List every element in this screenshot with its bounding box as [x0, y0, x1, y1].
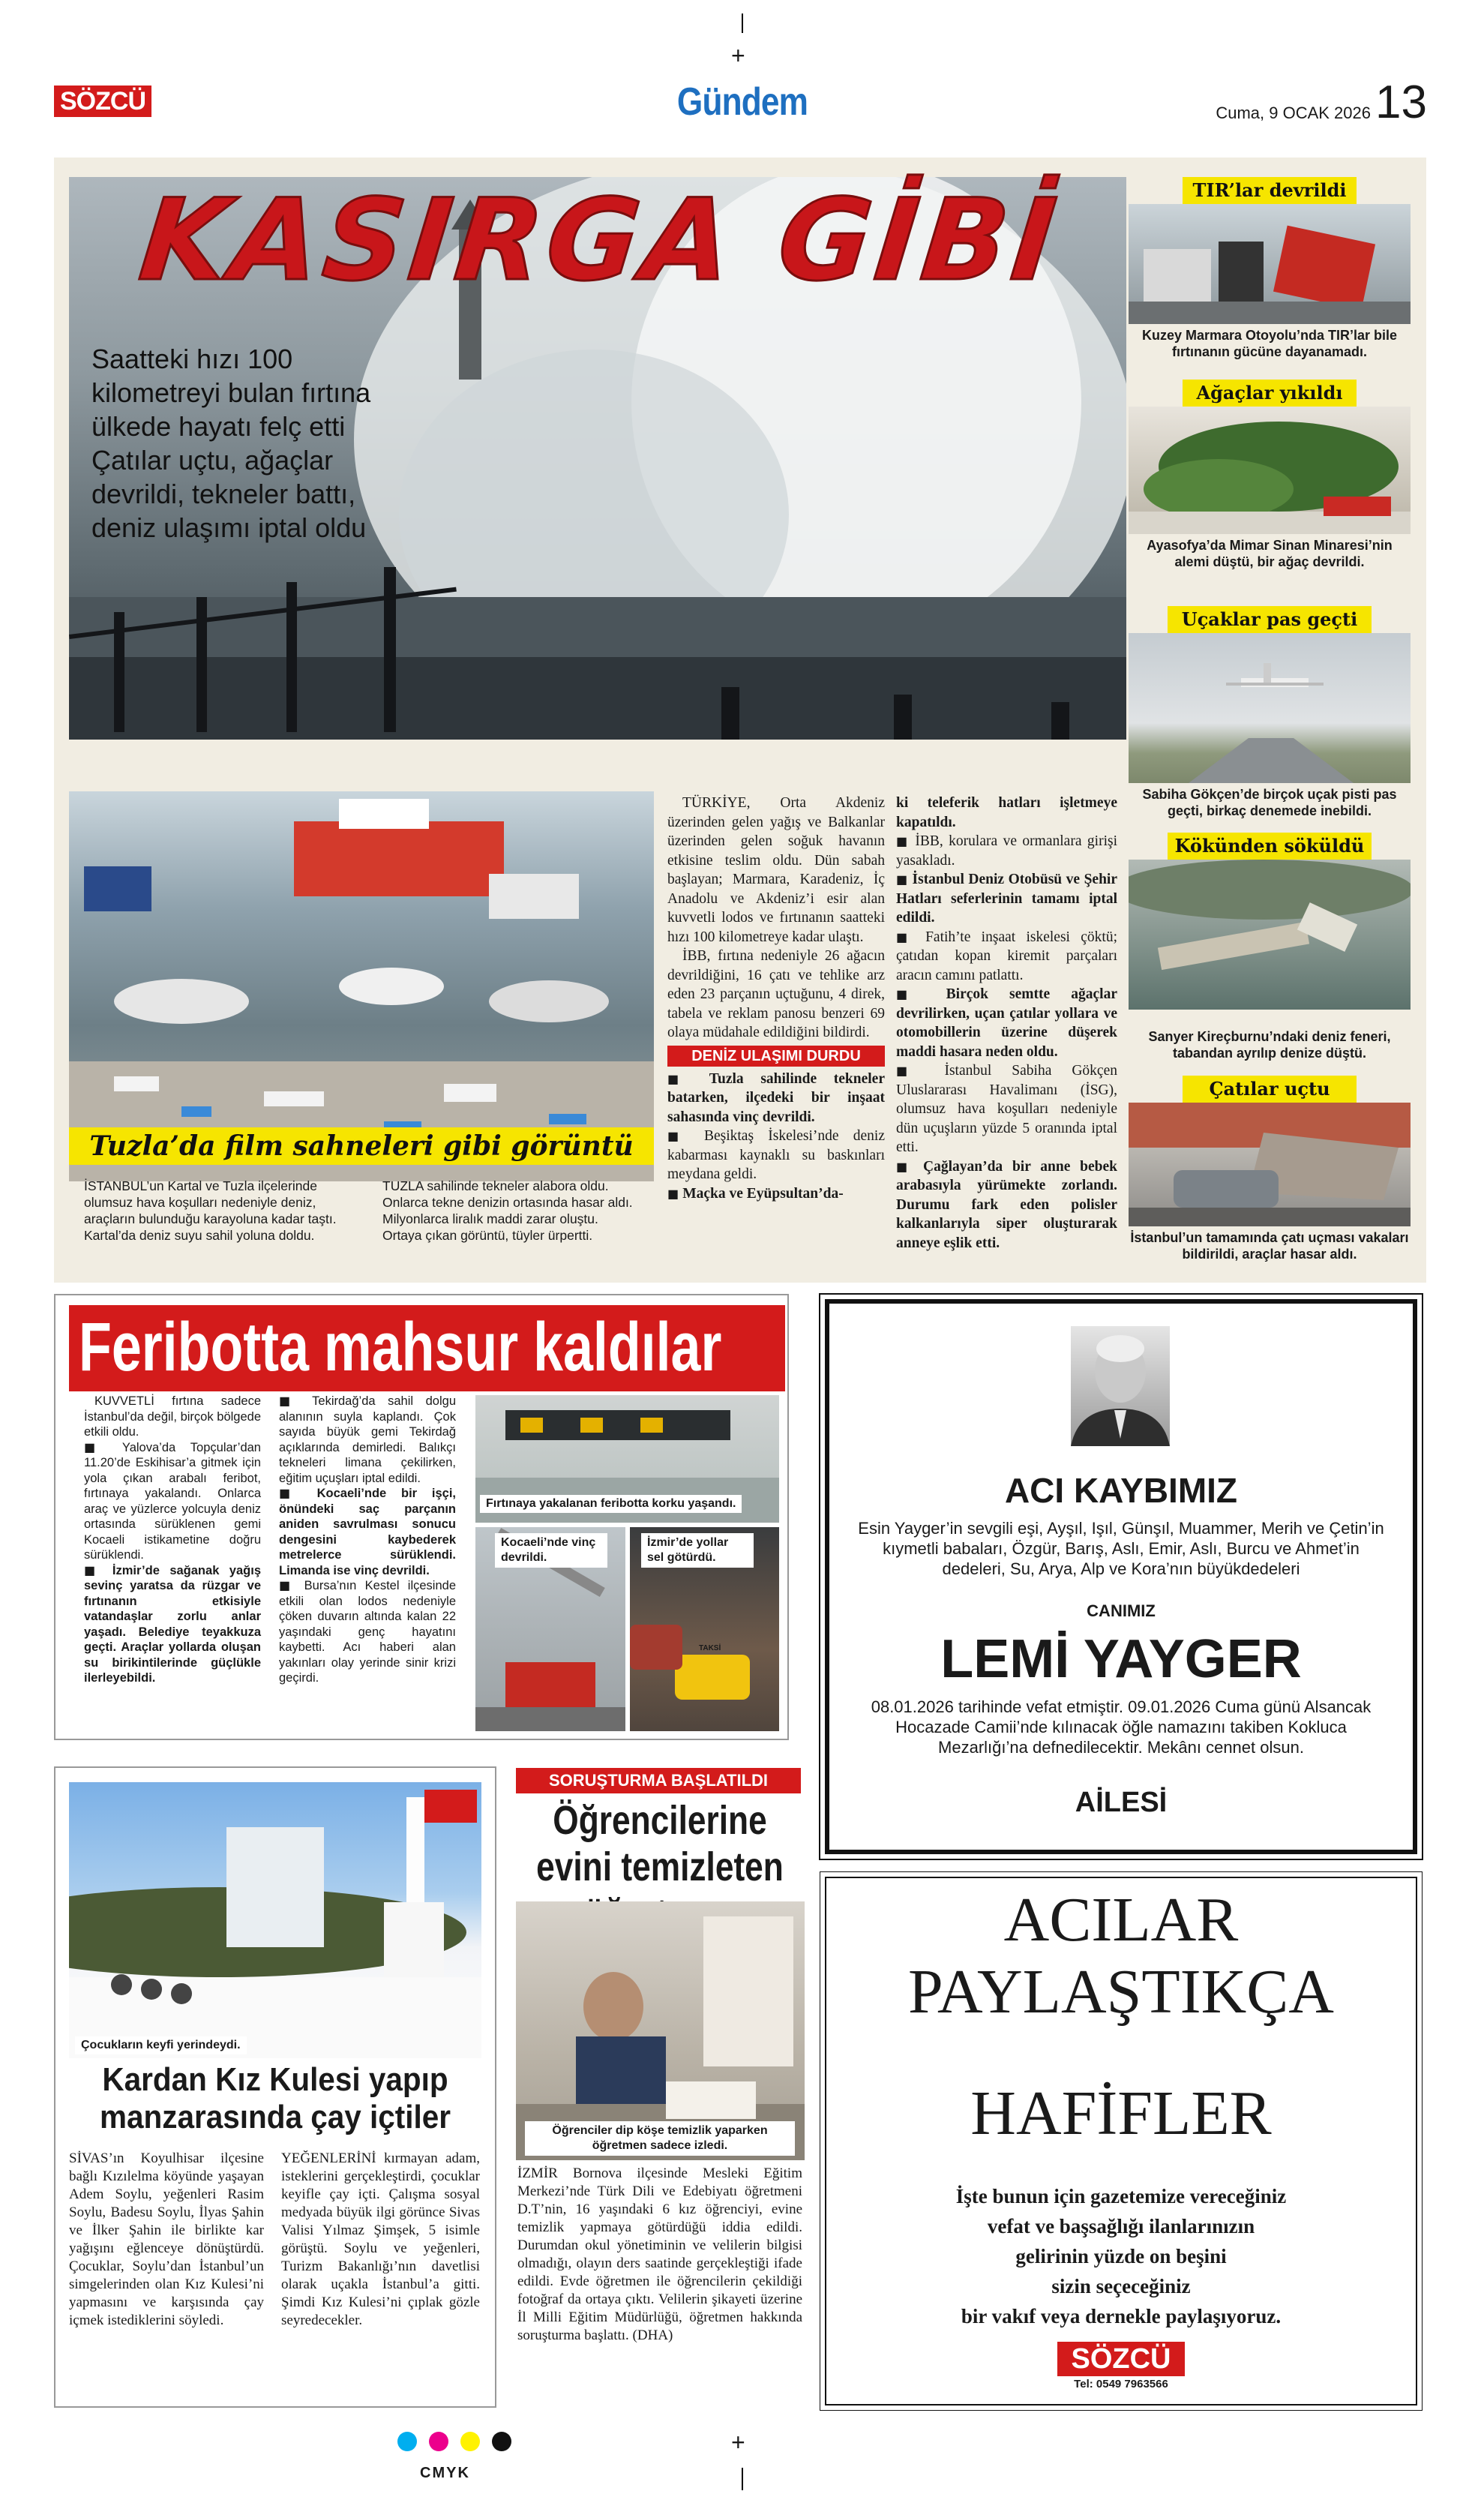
snow-tower-photo: [69, 1782, 481, 2058]
deniz-subhead: DENİZ ULAŞIMI DURDU: [667, 1046, 885, 1067]
sidebar-label-tirs: TIR’lar devrildi: [1183, 177, 1357, 204]
yellow-dot: [460, 2432, 480, 2451]
ad-line2: PAYLAŞTIKÇA: [908, 1957, 1334, 2027]
sidebar-caption-tirs: Kuzey Marmara Otoyolu’nda TIR’lar bile fırtınanın gücüne dayanamadı.: [1141, 328, 1398, 359]
ad-phone: Tel: 0549 7963566: [1074, 2378, 1168, 2390]
kizkulesi-headline: Kardan Kız Kulesi yapıp manzarasında çay içtiler: [99, 2061, 451, 2135]
ferry-para: ■ İzmir’de sağanak yağış sevinç yaratsa da rüzgar ve fırtınanın etkisiyle vatandaşlar zorlu anlar yaşadı. Belediye teyakkuza geçti. Araçlar yollarda oluşan su birikintilerinde güçlükle ilerleyebildi.: [84, 1562, 261, 1685]
main-body-col2: [896, 794, 1117, 1253]
obituary-title: ACI KAYBIMIZ: [1004, 1471, 1238, 1510]
taxi-sign: TAKSİ: [699, 1644, 721, 1652]
teacher-body: İZMİR Bornova ilçesinde Mesleki Eğitim Merkezi’nde Türk Dili ve Edebiyatı öğretmeni D.T’nin, 16 yaşındaki 6 kız öğrenciyi, evine temizlik yapmaya götürdüğü iddia edildi. Durumdan okul yönetiminin ve velilerin bilgisi olmadığı, olayın ders saatinde gerçekleştiği ifade edildi. Evde öğretmen ile öğrencilerin çekildiği fotoğraf da ortaya çıktı. Velilerin şikayeti üzerine İl Milli Eğitim Müdürlüğü, öğretmen hakkında soruşturma başlattı. (DHA): [517, 2165, 802, 2343]
register-mark: +: [731, 42, 745, 69]
page-number: 13: [1375, 77, 1427, 128]
bullet-item: ■ İstanbul Deniz Otobüsü ve Şehir Hatları seferlerinin tamamı iptal edildi.: [896, 872, 1118, 926]
ferry-para: ■ Tekirdağ’da sahil dolgu alanının suyla kaplandı. Çok sayıda büyük gemi Tekirdağ açıklarında demirledi. Balıkçı tekneleri limana çekilirken, eğitim uçuşları iptal edildi.: [279, 1394, 456, 1485]
ad-body-line: gelirinin yüzde on beşini: [1015, 2245, 1227, 2267]
sidebar-label-trees: Ağaçlar yıkıldı: [1183, 380, 1357, 407]
deceased-name: LEMİ YAYGER: [940, 1629, 1302, 1689]
sidebar-caption-planes: Sabiha Gökçen’de birçok uçak pisti pas geçti, birkaç denemede inebildi.: [1142, 787, 1397, 818]
main-body-para1: TÜRKİYE, Orta Akdeniz üzerinden gelen yağış ve Balkanlar üzerinden gelen soğuk havanın etkisine teslim oldu. Dün sabah başlayan; Marmara, Karadeniz, İç Anadolu ve Akdeniz’i esir alan kuvvetli lodos ve fırtınanın saatteki hızı 100 kilometreye kadar ulaştı.: [667, 795, 885, 945]
bullet-item: ■ Maçka ve Eyüpsultan’da-: [667, 1185, 844, 1202]
header: [0, 75, 1484, 135]
plane-illustration: [1129, 633, 1411, 783]
teacher-photo-caption: Öğrenciler dip köşe temizlik yaparken öğretmen sadece izledi.: [525, 2121, 795, 2156]
bullet-item: ■ Çağlayan’da bir anne bebek arabasıyla yürümekte zorlandı. Durumu fark eden polisler kalkanlarıyla siper oluşturarak anneye eşlik etti.: [896, 1158, 1117, 1251]
lighthouse-illustration: [1129, 860, 1411, 1010]
obituary-canimiz: CANIMIZ: [1087, 1601, 1156, 1620]
obituary-text: Esin Yayger’in sevgili eşi, Ayşıl, Işıl, Günşıl, Muammer, Merih ve Çetin’in kıymetli babaları, Özgür, Barış, Aslı, Emir, Aslı, Burcu ve Ahmet’in dedeleri, Su, Arya, Alp ve Kora’nın büyükdedeleri: [858, 1519, 1384, 1578]
tuzla-text-col1: İSTANBUL’un Kartal ve Tuzla ilçelerinde olumsuz hava koşulları nedeniyle deniz, araçların bulunduğu karayoluna kadar taştı. Kartal’da deniz suyu sahil yoluna doldu.: [84, 1178, 337, 1243]
bullet-item: ■ Tuzla sahilinde tekneler batarken, ilçedeki bir inşaat sahasında vinç devrildi.: [667, 1070, 885, 1125]
sidebar-label-lighthouse: Kökünden söküldü: [1168, 833, 1372, 860]
ferry-col2: [279, 1394, 456, 1686]
ferry-photo-caption: Fırtınaya yakalanan feribotta korku yaşandı.: [480, 1495, 742, 1513]
portrait-illustration: [1071, 1326, 1170, 1446]
snow-photo-caption: Çocukların keyfi yerindeydi.: [75, 2036, 247, 2054]
ferry-para: KUVVETLİ fırtına sadece İstanbul’da değil, birçok bölgede etkili oldu.: [84, 1394, 261, 1439]
sidebar-caption-trees: Ayasofya’da Mimar Sinan Minaresi’nin alemi düştü, bir ağaç devrildi.: [1147, 538, 1393, 569]
tuzla-caption: Tuzla’da film sahneleri gibi görüntü: [69, 1127, 654, 1165]
ad-body-line: İşte bunun için gazetemize vereceğiniz: [955, 2185, 1287, 2207]
bullet-item: ■ Birçok semtte ağaçlar devrilirken, uçan çatılar yollara ve otomobillerin üzerine düşerek maddi hasara neden oldu.: [896, 986, 1118, 1060]
bullet-item: ■ İBB, korulara ve ormanlara girişi yasakladı.: [896, 833, 1117, 869]
ad-body-line: vefat ve başsağlığı ilanlarınızın: [987, 2215, 1255, 2237]
obituary-portrait: [1071, 1326, 1170, 1446]
tuzla-boats-photo: [69, 791, 654, 1181]
cyan-dot: [397, 2432, 417, 2451]
ferry-col1: [84, 1394, 261, 1686]
sidebar-caption-lighthouse: Sanyer Kireçburnu’ndaki deniz feneri, tabandan ayrılıp denize düştü.: [1148, 1029, 1391, 1061]
trucks-photo: [1129, 204, 1411, 324]
ferry-para: ■ Kocaeli’nde bir işçi, önündeki saç parçanın aniden savrulması sonucu dengesini kaybederek metrelerce sürüklendi. Limanda ise vinç devrildi.: [279, 1486, 456, 1577]
bullet-item: ■ İstanbul Sabiha Gökçen Uluslararası Havalimanı (İSG), olumsuz hava koşulları nedeniyle dün uçuşların yüzde 5 oranında iptal etti.: [896, 1063, 1117, 1155]
crop-mark: [742, 2468, 743, 2490]
page-date: Cuma, 9 OCAK 2026: [1216, 104, 1371, 122]
kizkulesi-col1: SİVAS’ın Koyulhisar ilçesine bağlı Kızılelma köyünde yaşayan Adem Soylu, yeğenleri Rasim Soylu, Badesu Soylu, İlyas Şahin ve İlker Şahin ile birlikte kar yağışını eğlenceye dönüştürdü. Çocuklar, Soylu’dan İstanbul’un simgelerinden olan Kız Kulesi’ni yapmasını ve karşısında çay içmek istediklerini söyledi.: [69, 2150, 264, 2328]
ferry-para: ■ Bursa’nın Kestel ilçesinde etkili olan lodos nedeniyle çöken duvarın altında kalan 22 yaşındaki genç hayatını kaybetti. Acı haberi alan yakınları olay yerinde sinir krizi geçirdi.: [279, 1578, 457, 1685]
cmyk-dots: [397, 2432, 525, 2454]
logo: SÖZCÜ: [54, 86, 151, 117]
snow-tower-illustration: [69, 1782, 481, 2058]
kizkulesi-col2: YEĞENLERİNİ kırmayan adam, isteklerini gerçekleştirdi, çocuklar keyifle çay içti. Çalışma sosyal medyada büyük ilgi görünce Sivas Valisi Yılmaz Şimşek, 5 isimle görüştü. Soylu ve yeğenleri, Turizm Bakanlığı’nın davetlisi olarak uçakla İstanbul’a gitti. Şimdi Kız Kulesi’ni çıplak gözle seyredecekler.: [281, 2150, 480, 2328]
ad-line3: HAFİFLER: [970, 2078, 1272, 2148]
ad-body-line: sizin seçeceğiniz: [1051, 2275, 1191, 2297]
black-dot: [492, 2432, 511, 2451]
crop-mark: [742, 14, 743, 33]
teacher-headline: Öğrencilerine evini temizleten: [536, 1798, 784, 1889]
cmyk-label: CMYK: [420, 2465, 470, 2481]
main-body-para2: İBB, fırtına nedeniyle 26 ağacın devrildiğini, 16 çatı ve tehlike arz eden 23 parçanın uçtuğunu, 4 direk, tabela ve reklam panosu benzeri 69 olaya müdahale edildiğini bildirdi.: [667, 948, 885, 1040]
section-title: Gündem: [676, 80, 808, 124]
trucks-illustration: [1129, 204, 1411, 324]
roof-illustration: [1129, 1103, 1411, 1226]
main-body-col1: [667, 794, 885, 1203]
izmir-caption: İzmir’de yollar sel götürdü.: [641, 1533, 754, 1568]
tree-illustration: [1129, 407, 1411, 534]
magenta-dot: [429, 2432, 448, 2451]
ad-logo: SÖZCÜ: [1057, 2342, 1185, 2376]
ferry-headline: Feribotta mahsur kaldılar: [79, 1309, 722, 1385]
sidebar-label-planes: Uçaklar pas geçti: [1168, 606, 1372, 633]
sidebar-caption-roofs: İstanbul’un tamamında çatı uçması vakaları bildirildi, araçlar hasar aldı.: [1130, 1230, 1409, 1262]
teacher-kicker: SORUŞTURMA BAŞLATILDI: [516, 1768, 801, 1793]
lighthouse-photo: [1129, 860, 1411, 1010]
obituary-details: 08.01.2026 tarihinde vefat etmiştir. 09.01.2026 Cuma günü Alsancak Hocazade Camii’nde kılınacak öğle namazını takiben Kokluca Mezarlığı’na defnedilecektir. Mekânı cennet olsun.: [871, 1697, 1372, 1757]
bullet-item: ■ Beşiktaş İskelesi’nde deniz kabarması kaynaklı su baskınları meydana geldi.: [667, 1128, 885, 1182]
register-mark: +: [731, 2429, 745, 2456]
fallen-tree-photo: [1129, 407, 1411, 534]
ad-body: [825, 2181, 1417, 2331]
boats-illustration: [69, 791, 654, 1181]
sidebar-label-roofs: Çatılar uçtu: [1183, 1076, 1357, 1103]
main-deck: Saatteki hızı 100 kilometreyi bulan fırtına ülkede hayatı felç etti Çatılar uçtu, ağaçlar devrildi, tekneler battı, deniz ulaşımı iptal oldu: [91, 344, 371, 543]
bullet-item: ■ Fatih’te inşaat iskelesi çöktü; çatıdan kopan kiremit parçaları aracın camını patlattı.: [896, 929, 1118, 983]
sidebar: [1129, 177, 1411, 1272]
obituary-family: AİLESİ: [1075, 1787, 1168, 1818]
roofs-photo: [1129, 1103, 1411, 1226]
main-headline: KASIRGA GİBİ: [133, 176, 1066, 306]
tuzla-text-col2: TUZLA sahilinde tekneler alabora oldu. Onlarca tekne denizin ortasında hasar aldı. Milyonlarca liralık maddi zarar oluştu. Ortaya çıkan görüntü, tüyler ürpertti.: [382, 1178, 633, 1243]
ad-body-line: bir vakıf veya dernekle paylaşıyoruz.: [961, 2305, 1282, 2327]
main-body-cont: ki teleferik hatları işletmeye kapatıldı.: [896, 795, 1117, 830]
kocaeli-caption: Kocaeli’nde vinç devrildi.: [495, 1533, 607, 1568]
ferry-para: ■ Yalova’da Topçular’dan 11.20’de Eskihisar’a gitmek için yola çıkan arabalı feribot, fırtınaya yakalandı. Onlarca araç ve yüzlerce yolcuyla deniz ortasında sürüklenen gemi Kocaeli istikametine doğru sürüklendi.: [84, 1439, 261, 1562]
plane-photo: [1129, 633, 1411, 783]
ad-line1: ACILAR: [1003, 1885, 1239, 1955]
